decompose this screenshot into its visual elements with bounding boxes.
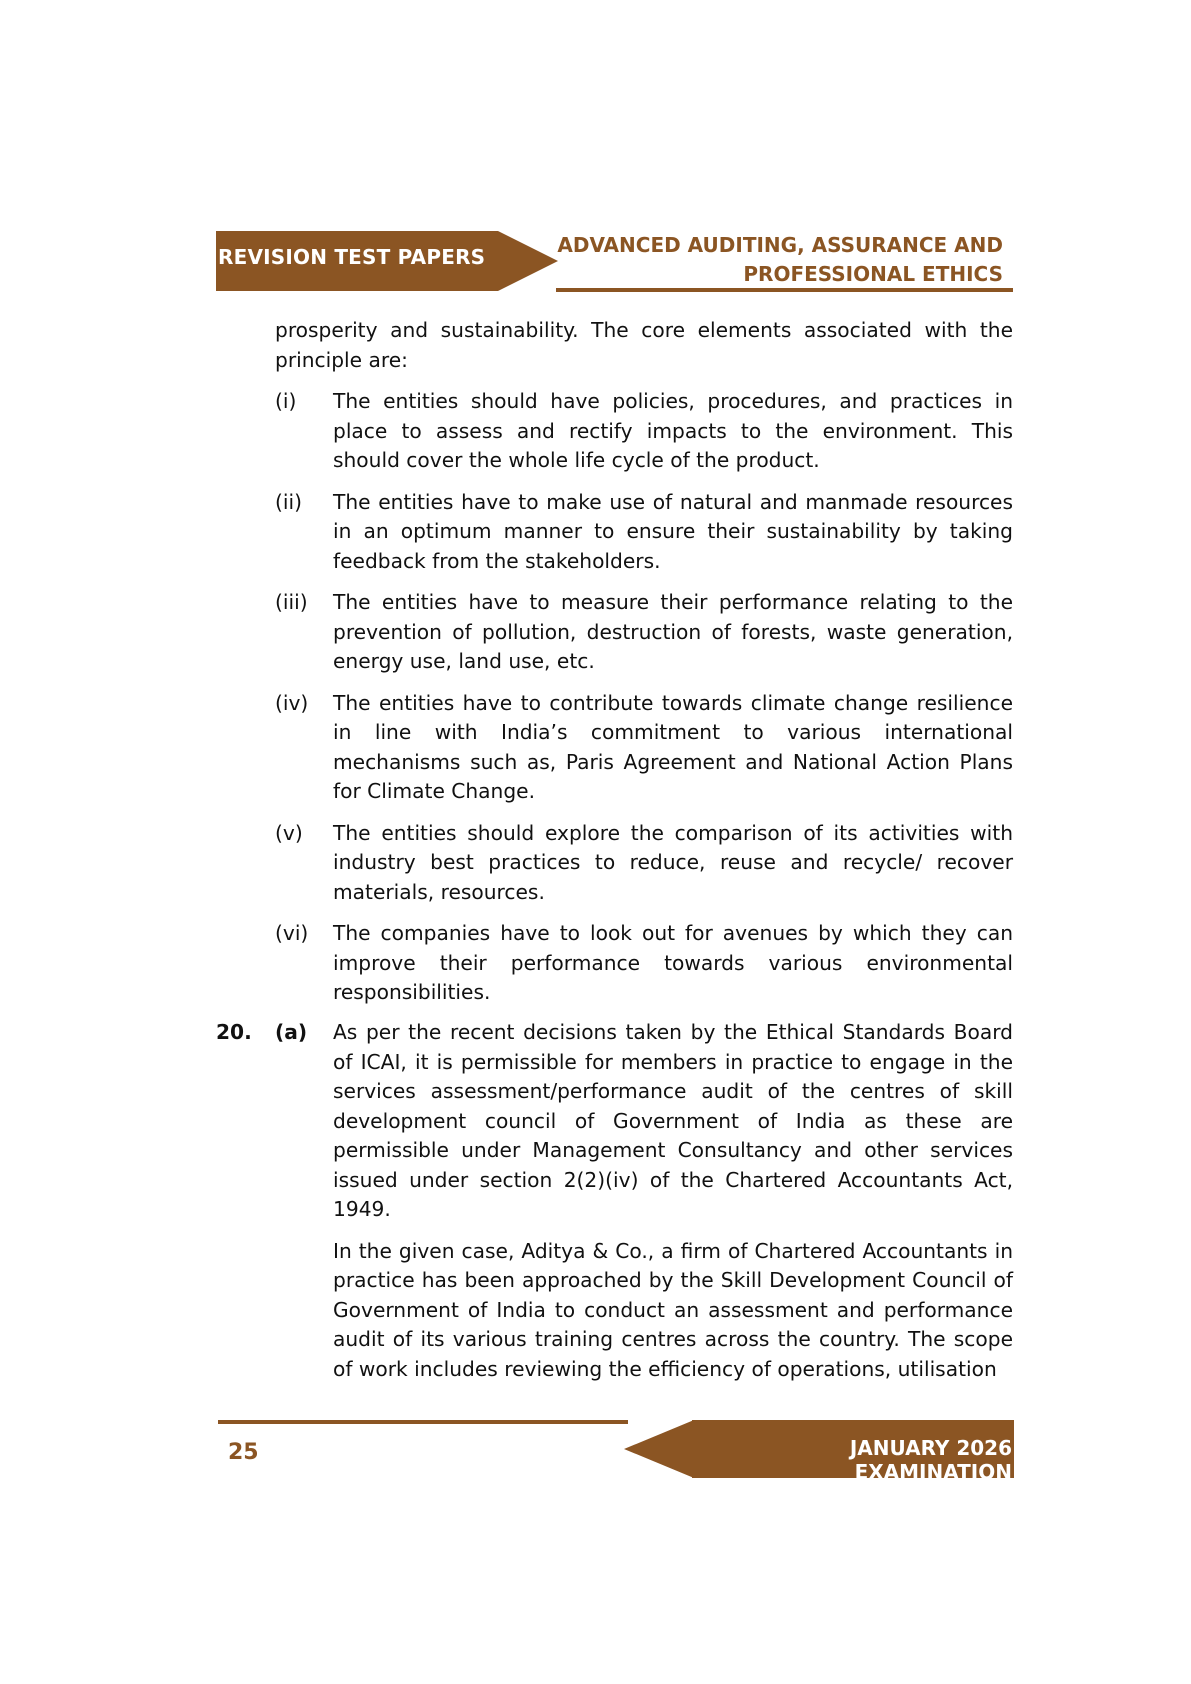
answer-paragraph-1: As per the recent decisions taken by the Ethical Standards Board of ICAI, it is permissible for members in practice to engage in the services assessment/performance audit of the centres of skill development council of Government of India as these are permissible under Management Consultancy and other services issued under section 2(2)(iv) of the Chartered Accountants Act, 1949. xyxy=(333,1020,1013,1221)
list-item-text: The entities have to make use of natural and manmade resources in an optimum manner to ensure their sustainability by taking feedback from the stakeholders. xyxy=(333,489,1013,573)
header-title-line1: ADVANCED AUDITING, ASSURANCE AND xyxy=(557,233,1003,257)
question-row xyxy=(216,1018,1013,1396)
list-item-number: (iii) xyxy=(275,590,308,614)
list-item-number: (vi) xyxy=(275,921,309,945)
list-item-number: (i) xyxy=(275,389,297,413)
list-item xyxy=(275,387,1013,476)
question-20 xyxy=(216,1018,1013,1396)
header-title xyxy=(543,231,1003,289)
list-item xyxy=(275,819,1013,908)
footer-banner-arrow xyxy=(624,1420,694,1478)
header-left-label: REVISION TEST PAPERS xyxy=(218,245,486,269)
list-item xyxy=(275,488,1013,577)
header-title-line2: PROFESSIONAL ETHICS xyxy=(743,262,1003,286)
list-item-number: (v) xyxy=(275,820,303,845)
answer-paragraph-2: In the given case, Aditya & Co., a firm of Chartered Accountants in practice has been approached by the Skill Development Council of Government of India to conduct an assessment and performance audit of its various training centres across the country. The scope of work includes reviewing the efficiency of operations, utilisation xyxy=(333,1238,1013,1381)
list-item-text: The entities should explore the comparison of its activities with industry best practices to reduce, reuse and recycle/ recover materials, resources. xyxy=(333,820,1013,904)
answer-text xyxy=(333,1018,1013,1396)
footer-exam-label: JANUARY 2026 EXAMINATION xyxy=(849,1436,1012,1484)
list-item-number: (ii) xyxy=(275,489,302,514)
list-item-text: The companies have to look out for avenues by which they can improve their performance towards various environmental responsibilities. xyxy=(333,921,1013,1004)
list-item-text: The entities have to contribute towards climate change resilience in line with India’s commitment to various international mechanisms such as, Paris Agreement and National Action Plans for Climate Change. xyxy=(333,690,1013,803)
list-item-text: The entities have to measure their performance relating to the prevention of pollution, destruction of forests, waste generation, energy use, land use, etc. xyxy=(333,590,1013,673)
list-item xyxy=(275,689,1013,807)
list-item-number: (iv) xyxy=(275,690,309,715)
list-item xyxy=(275,588,1013,677)
footer-arrow-shape xyxy=(624,1420,694,1478)
body-content xyxy=(275,316,1013,1020)
list-item-text: The entities should have policies, procedures, and practices in place to assess and rectify impacts to the environment. This should cover the whole life cycle of the product. xyxy=(333,389,1013,472)
page-number: 25 xyxy=(228,1440,259,1465)
intro-paragraph: prosperity and sustainability. The core elements associated with the principle are: xyxy=(275,318,1013,372)
question-number: 20. xyxy=(216,1020,252,1044)
footer-rule xyxy=(218,1420,628,1424)
list-item xyxy=(275,919,1013,1008)
question-part: (a) xyxy=(275,1020,308,1044)
header-rule xyxy=(556,288,1013,292)
